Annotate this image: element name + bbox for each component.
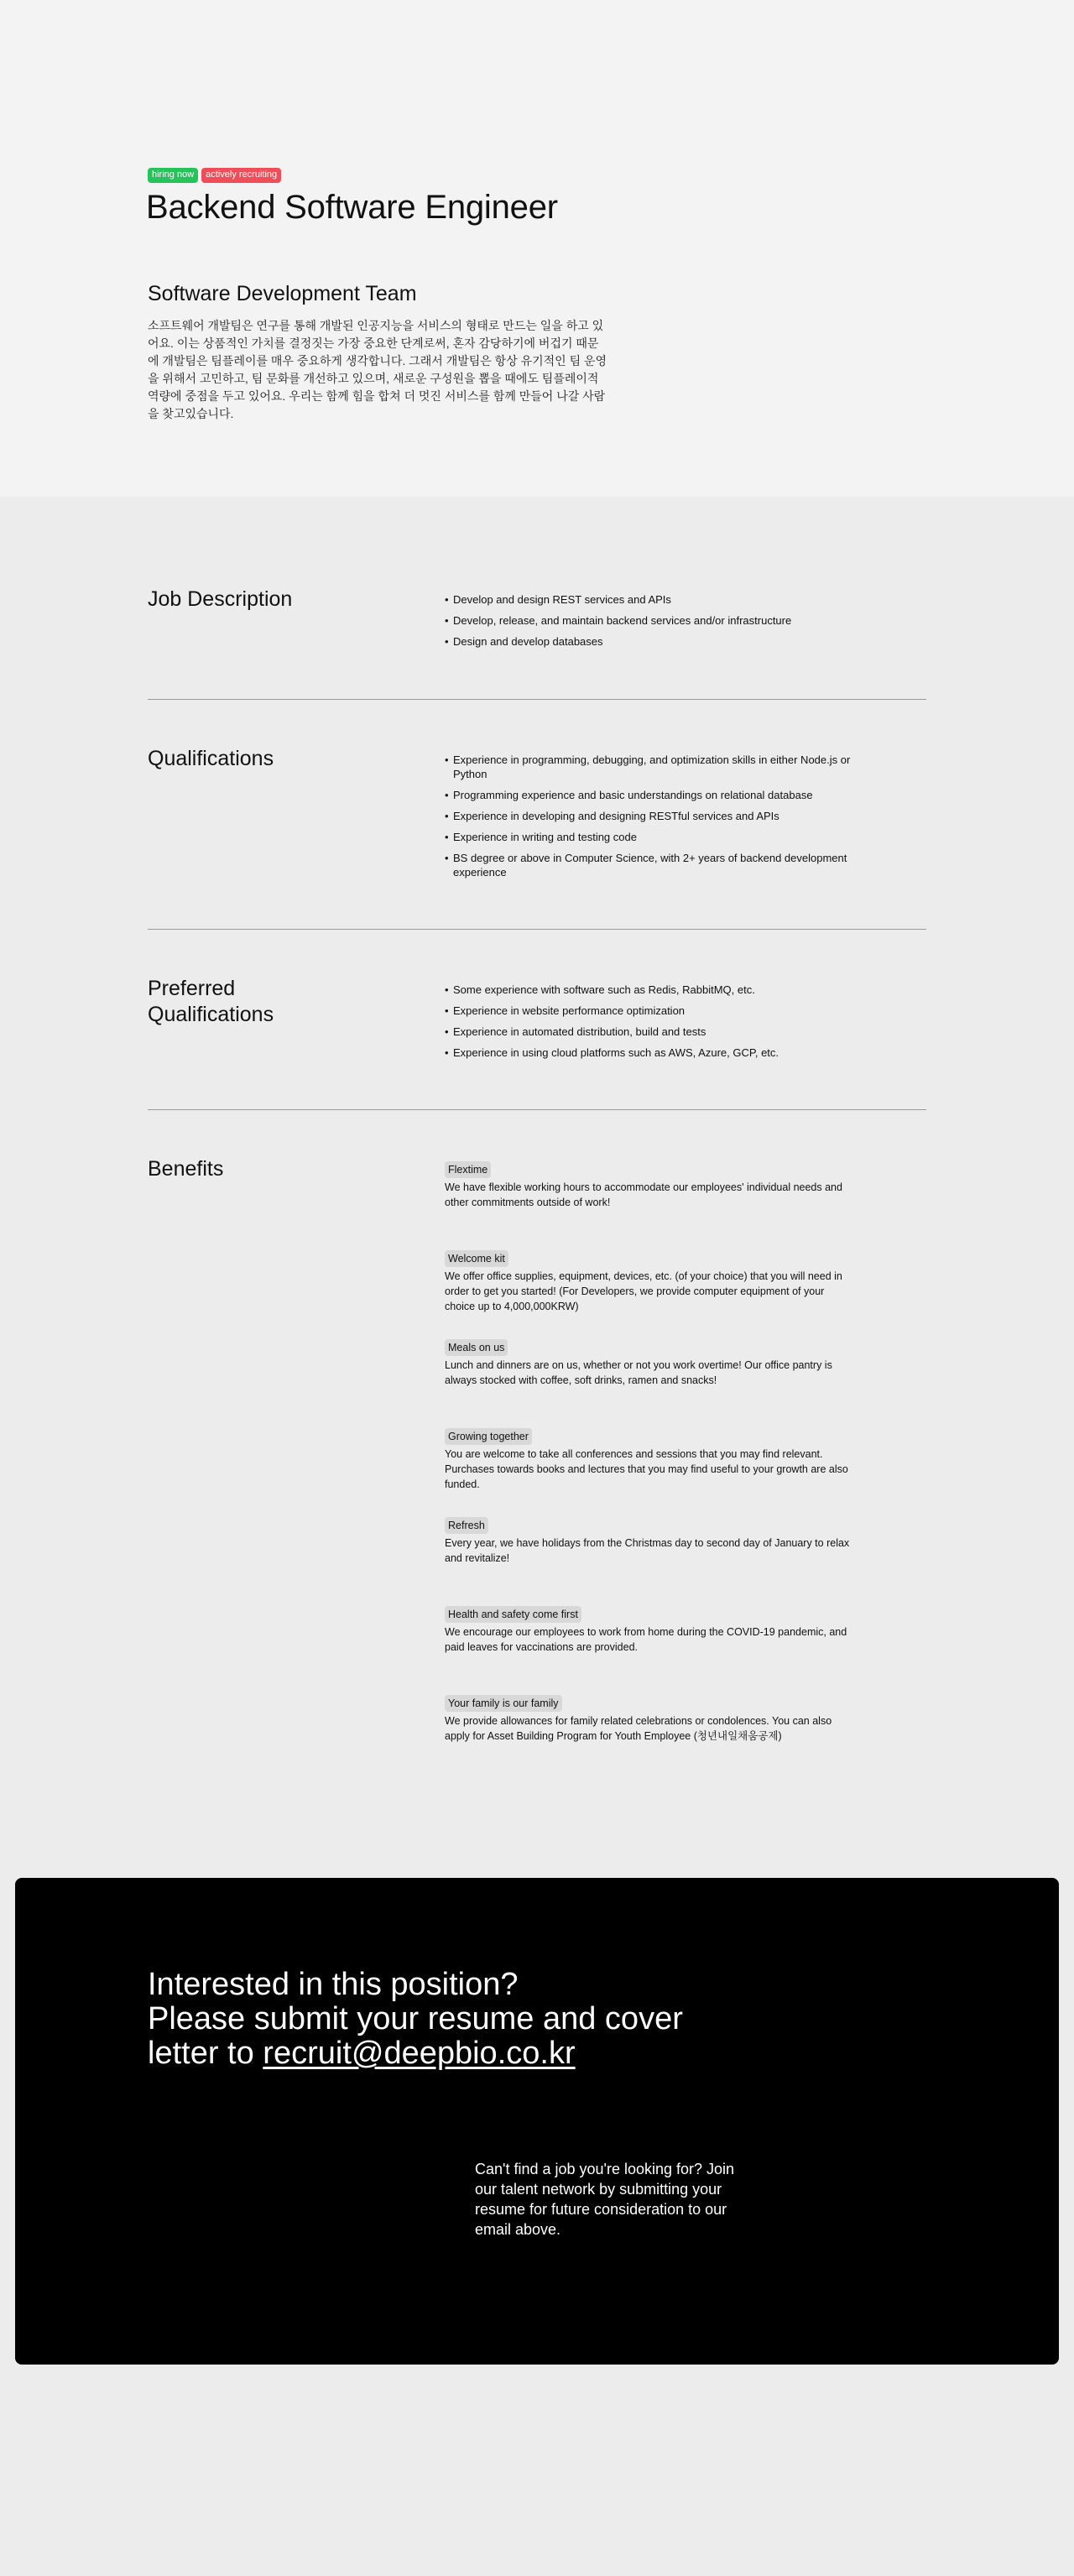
- list-item: • BS degree or above in Computer Science, with 2+ years of backend development experience: [445, 852, 847, 879]
- job-description-title: Job Description: [148, 587, 293, 611]
- cta-heading: [148, 1968, 718, 2071]
- benefit-tag: Growing together: [445, 1428, 532, 1445]
- section-divider: [148, 1109, 926, 1110]
- benefit-description: Every year, we have holidays from the Christmas day to second day of January to relax and revitalize!: [445, 1537, 850, 1564]
- benefit-tag: Health and safety come first: [445, 1606, 581, 1623]
- benefit-description: Lunch and dinners are on us, whether or not you work overtime! Our office pantry is always stocked with coffee, soft drinks, ramen and snacks!: [445, 1359, 832, 1386]
- list-item: • Programming experience and basic understandings on relational database: [445, 789, 813, 801]
- list-item: • Experience in using cloud platforms such as AWS, Azure, GCP, etc.: [445, 1046, 779, 1059]
- status-badges: [148, 168, 281, 183]
- list-item: • Design and develop databases: [445, 635, 603, 648]
- benefits-list: [445, 1161, 856, 1784]
- benefit-item: [445, 1250, 856, 1339]
- benefit-item: [445, 1695, 856, 1784]
- list-item: • Experience in website performance optimization: [445, 1004, 686, 1017]
- cta-line: Please submit your resume and cover: [148, 2001, 683, 2036]
- list-item: • Experience in programming, debugging, and optimization skills in either Node.js or Python: [445, 754, 851, 780]
- benefit-tag: Your family is our family: [445, 1695, 562, 1712]
- benefit-tag: Refresh: [445, 1517, 488, 1534]
- benefit-description: We provide allowances for family related celebrations or condolences. You can also apply for Asset Building Program for Youth Employee (청년내일채움공제): [445, 1715, 832, 1742]
- benefit-item: [445, 1428, 856, 1517]
- section-divider: [148, 699, 926, 700]
- preferred-qualifications-list: [445, 983, 856, 1066]
- benefit-item: [445, 1517, 856, 1606]
- list-item: • Develop, release, and maintain backend services and/or infrastructure: [445, 614, 792, 627]
- benefits-title: Benefits: [148, 1157, 224, 1181]
- benefit-tag: Welcome kit: [445, 1250, 508, 1267]
- job-title: Backend Software Engineer: [146, 189, 558, 226]
- team-title: Software Development Team: [148, 282, 417, 305]
- benefit-item: [445, 1339, 856, 1428]
- talent-network-text: Can't find a job you're looking for? Join our talent network by submitting your resume for future consideration to our email above.: [475, 2161, 735, 2238]
- apply-cta-panel: [15, 1878, 1059, 2365]
- benefit-description: You are welcome to take all conferences and sessions that you may find relevant. Purchases towards books and lectures that you may find useful to your growth are also funded.: [445, 1448, 848, 1490]
- benefit-item: [445, 1161, 856, 1250]
- recruit-email-link[interactable]: recruit@deepbio.co.kr: [263, 2036, 576, 2071]
- hero-section: [0, 0, 1074, 497]
- list-item: • Develop and design REST services and APIs: [445, 593, 671, 606]
- list-item: • Experience in developing and designing RESTful services and APIs: [445, 810, 779, 822]
- benefit-description: We have flexible working hours to accommodate our employees' individual needs and other commitments outside of work!: [445, 1181, 842, 1208]
- hiring-now-badge: hiring now: [148, 168, 198, 183]
- benefit-tag: Meals on us: [445, 1339, 508, 1356]
- list-item: • Experience in automated distribution, build and tests: [445, 1025, 706, 1038]
- preferred-qualifications-title: Preferred Qualifications: [148, 977, 274, 1026]
- benefit-description: We offer office supplies, equipment, devices, etc. (of your choice) that you will need in order to get you started! (For Developers, we provide computer equipment of your choice up to 4,000,000KRW): [445, 1270, 842, 1312]
- benefit-tag: Flextime: [445, 1161, 491, 1178]
- list-item: • Some experience with software such as Redis, RabbitMQ, etc.: [445, 983, 755, 996]
- qualifications-title: Qualifications: [148, 747, 274, 770]
- cta-line: Interested in this position?: [148, 1967, 519, 2002]
- job-description-list: [445, 592, 856, 655]
- list-item: • Experience in writing and testing code: [445, 831, 637, 843]
- benefit-description: We encourage our employees to work from home during the COVID-19 pandemic, and paid leaves for vaccinations are provided.: [445, 1626, 847, 1653]
- actively-recruiting-badge: actively recruiting: [201, 168, 281, 183]
- cta-line: letter to: [148, 2036, 263, 2071]
- benefit-item: [445, 1606, 856, 1695]
- qualifications-list: [445, 753, 856, 886]
- section-divider: [148, 929, 926, 930]
- team-description: 소프트웨어 개발팀은 연구를 통해 개발된 인공지능을 서비스의 형태로 만드는 일을 하고 있어요. 이는 상품적인 가치를 결정짓는 가장 중요한 단계로써, 혼자 감당하기에 버겁기 때문에 개발팀은 팀플레이를 매우 중요하게 생각합니다. 그래서 개발팀은 항상 유기적인 팀 운영을 위해서 고민하고, 팀 문화를 개선하고 있으며, 새로운 구성원을 뽑을 때에도 팀플레이적 역량에 중점을 두고 있어요. 우리는 함께 힘을 합쳐 더 멋진 서비스를 함께 만들어 나갈 사람을 찾고있습니다.: [148, 319, 607, 420]
